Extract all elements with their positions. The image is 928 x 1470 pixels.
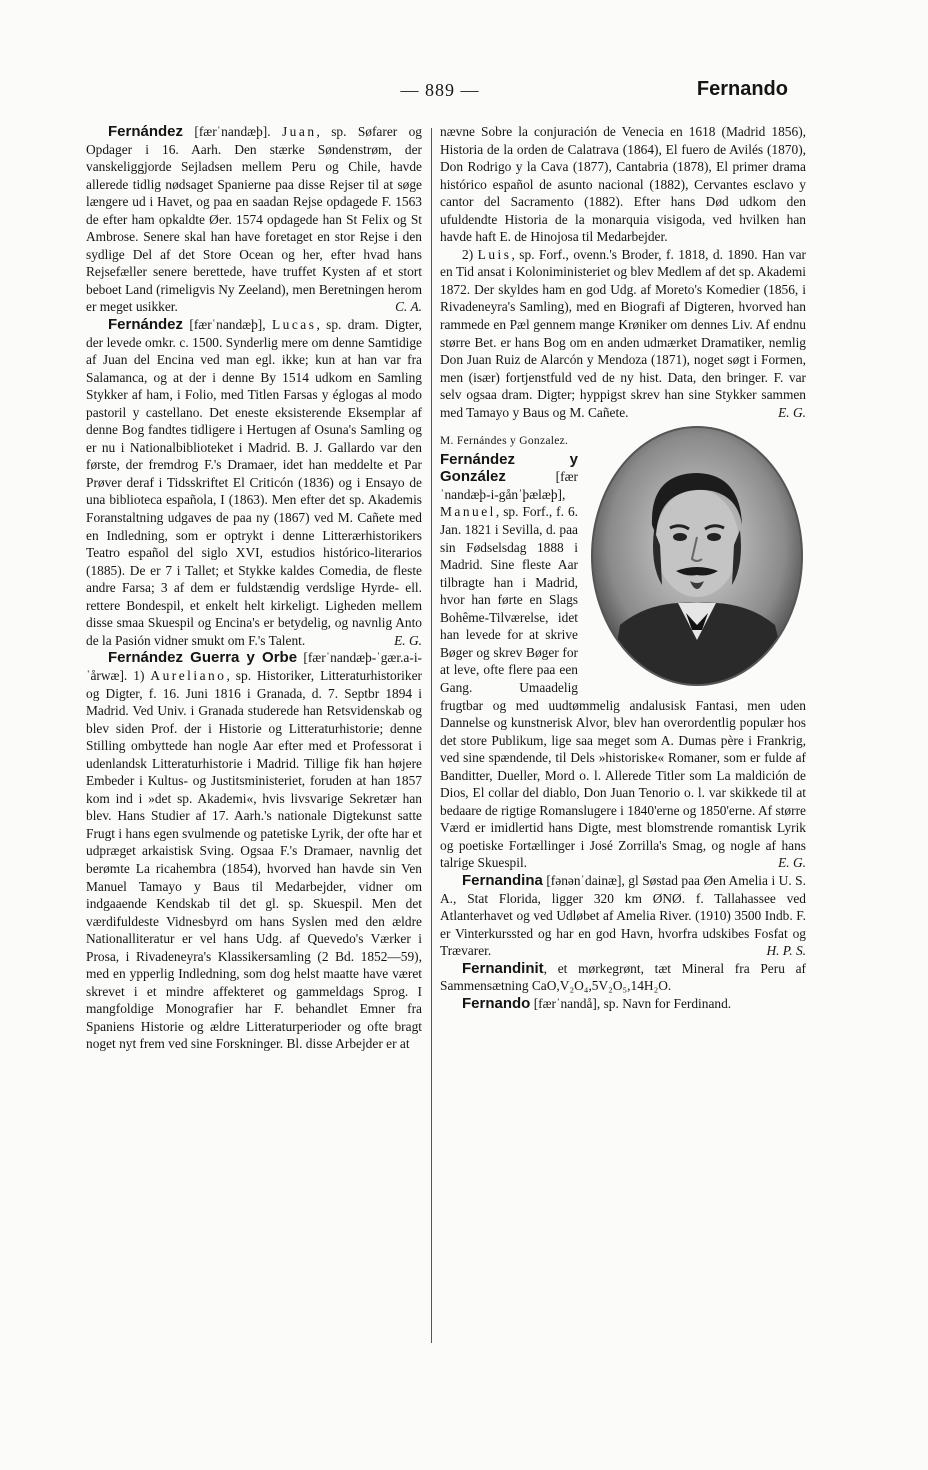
portrait-figure	[584, 425, 810, 687]
entry-fernandez-lucas: Fernández [færˈnandæþ], Lucas, sp. dram. Digter, der levede omkr. c. 1500. Synderlig mere om denne Samtidige af Juan del Encina ved man egl. ikke; kun at han var fra Salamanca, og at der i denne By 1514 udkom en Samling Stykker af ham, i Folio, med Titlen Farsas y églogas al modo pastoril y castellano. Det eneste eksisterende Eksemplar af denne Bog fandtes tidligere i Hertugen af Osuna's Samling og er nu i Nationalbiblioteket i Madrid. B. J. Gallardo var den første, der fremdrog F.'s Dramaer, idet han meddelte et Par Prøver deraf i Tidsskriftet El Criticón (1836) og i Ensayo de una biblioteca española, I (1863). Men efter det sp. Akademis Foranstaltning udgaves de paa ny (1867) ved M. Cañete med en Indledning, som er optrykt i denne Litterærhistorikers Teatro español del siglo XVI, estudios histórico-literarios (1885). De er 7 i Tallet; et Stykke kaldes Comedia, de fleste andre Farsa; 3 af dem er fuldstændig verdslige Hyrde- ell. rettere Bondespil, et enkelt helt kirkeligt. Ligheden mellem disse smaa Skuespil og Encina's er betydelig, og navnlig Anto de la Pasión vidner smukt om F.'s Talent. E. G.	[86, 316, 422, 648]
entry-fernando: Fernando [færˈnandå], sp. Navn for Ferdinand.	[462, 994, 732, 1012]
entry-luis: 2) Luis, sp. Forf., ovenn.'s Broder, f. 1818, d. 1890. Han var en Tid ansat i Koloniministeriet og blev Medlem af det sp. Akademi 1872. Der skyldes ham en god Udg. af Moreto's Komedier (1856, i Rivadeneyra's Samling), med en Biografi af Digteren, hvorved han rammede en Pæl gennem mange Krøniker om dennes Liv. Af endnu større Bet. er hans Bog om en anden udmærket Dramatiker, nemlig Don Juan Ruiz de Alarcón y Mendoza (1871), noget søgt i Formen, men (især) fortjenstfuld ved de ny hist. Data, den bringer. F. var selv ogsaa dram. Digter; hyppigst skrev han sine Stykker sammen med Tamayo y Baus og M. Cañete. E. G.	[440, 246, 806, 420]
portrait-image	[590, 425, 804, 687]
left-column	[86, 123, 422, 1053]
entry-fernandez-juan: Fernández [færˈnandæþ]. Juan, sp. Søfarer og Opdager i 16. Aarh. Den stærke Søndenstrøm, der vanskeliggjorde Sejladsen mellem Peru og Chile, havde allerede tidlig nødsaget Spanierne paa disse Rejser til at søge længere ud i Havet, og paa en saadan Rejse opdagede F. 1563 de efter ham opkaldte Øer. 1574 opdagede han St Felix og St Ambrose. Senere skal han have foretaget en stor Rejse i den sydlige Del af det Store Ocean og her, efter hvad hans Rejsefæller senere berettede, have truffet Kysten af et stort beboet Land (rimeligvis Ny Zeeland), men Beretningen herom er meget usikker. C. A.	[86, 123, 422, 315]
running-head: Fernando	[696, 78, 788, 100]
right-column: nævne Sobre la conjuración de Venecia en 1618 (Madrid 1856), Historia de la orden de Calatrava (1864), El fuero de Avilés (1870), Don Rodrigo y la Cava (1877), Cantabria (1878), El primer drama histórico español de asunto nacional (1882), Cervantes esclavo y cantor del Sacramento (1882). Efter hans Død udkom den ufuldendte Historia de la monarquia visigoda, ved hvilken han havde haft E. de Hinojosa til Medarbejder. 2) Luis, sp. Forf., ovenn.'s Broder, f. 1818, d. 1890. Han var en Tid ansat i Koloniministeriet og blev Medlem af det sp. Akademi 1872. Der skyldes ham en god Udg. af Moreto's Komedier (1856, i Rivadeneyra's Samling), med en Biografi af Digteren, hvorved han rammede en Pæl gennem mange Krøniker om dennes Liv. Af endnu større Bet. er hans Bog om en anden udmærket Dramatiker, nemlig Don Juan Ruiz de Alarcón y Mendoza (1871), noget søgt i Formen, men (især) fortjenstfuld ved de ny hist. Data, den bringer. F. var selv ogsaa dram. Digter; hyppigst skrev han sine Stykker sammen med Tamayo y Baus og M. Cañete. E. G. M. Fernándes y Gonzalez. Fernández y González [færˈnandæþ-i-gånˈþælæþ], Manuel, sp. Forf., f. 6. Jan. 1821 i Sevilla, d. paa sin Fødselsdag 1888 i Madrid. Sine fleste Aar tilbragte han i Madrid, hvor han førte en Slags Bohême-Tilværelse, idet han levede for at skrive Bøger og skrev Bøger for at leve, ofte flere paa een Gang. Umaadelig frugtbar og med uudtømmelig andalusisk Fantasi, men uden Dannelse og kunstnerisk Alvor, blev han overordentlig populær hos det store Publikum, lige saa meget som A. Dumas père i Frankrig, ved sine spændende, til Dels »historiske« Romaner, som er fulde af Banditter, Dueller, Mord o. l. Allerede Titler som La maldición de Dios, El collar del diablo, Don Juan Tenorio o. l. var skikkede til at bedaare de rigtige Romanslugere i 1840'erne og 1850'erne. Af større Værd er imidlertid hans Digte, mest blomstrende romantisk Lyrik og poetiske Fortællinger i José Zorrilla's Smag, og nogle af hans talrige Skuespil. E. G. Fernandina [fənənˈdainæ], gl Søstad paa Øen Amelia i U. S. A., Stat Florida, ligger 320 km ØNØ. f. Tallahassee ved Atlanterhavet og ved Udløbet af Amelia River. (1910) 3500 Indb. F. er Vinterkurssted og har en god Havn, hvorfra udskibes Fosfat og Trævarer. H. P. S. Fernandinit, et mørkegrønt, tæt Mineral fra Peru af Sammensætning CaO,V₂O₄,5V₂O₅,14H₂O. Fernando [færˈnandå], sp. Navn for Ferdinand.	[440, 123, 806, 1012]
page-number: — 889 —	[400, 80, 480, 100]
entry-fernandina: Fernandina [fənənˈdainæ], gl Søstad paa Øen Amelia i U. S. A., Stat Florida, ligger 320 km ØNØ. f. Tallahassee ved Atlanterhavet og ved Udløbet af Amelia River. (1910) 3500 Indb. F. er Vinterkurssted og har en god Havn, hvorfra udskibes Fosfat og Trævarer. H. P. S.	[440, 871, 806, 959]
entry-fernandez-guerra: Fernández Guerra y Orbe [færˈnandæþ-ˈgær.a-i-ˈårwæ]. 1) Aureliano, sp. Historiker, Litteraturhistoriker og Digter, f. 16. Juni 1816 i Granada, d. 7. Septbr 1894 i Madrid. Ved Univ. i Granada studerede han Retsvidenskab og blev siden Prof. der i Historie og Litteraturhistorie; denne Stilling ombyttede han nogle Aar efter med et Professorat i udenlandsk Litteraturhistorie i Madrid. Tillige fik han højere Embeder i Kultus- og Justitsministeriet, foruden at han 1857 kom ind i »det sp. Akademi«, hvis livsvarige Sekretær han blev. Hans Studier af 17. Aarh.'s nationale Digtekunst satte Frugt i hans egen svulmende og patetiske Lyrik, der ofte har et udpræget arkaistisk Sving. Ogsaa F.'s Dramaer, navnlig det berømte La ricahembra (1854), hvorved han havde sin Ven Manuel Tamayo y Baus til Medarbejder, vidner om indgaaende Kendskab til det gl. sp. Skuespil. Men det værdifuldeste Vidnesbyrd om hans Syslen med den ældre Nationalliteratur er vel hans Udg. af Quevedo's Værker i Prosa, i Rivadeneyra's Klassikersamling (2 Bd. 1852—59), med en ypperlig Indledning, som dog helst maatte have været skrevet i et mindre affekteret og gammeldags Sprog. I mangfoldige Monografier har F. behandlet Emner fra Spaniens Historie og ældre Litteraturperioder og ofte bragt noget nyt frem ved sine Forskninger. Bl. disse Arbejder er at	[86, 649, 423, 1052]
entry-fernandinit: Fernandinit, et mørkegrønt, tæt Mineral fra Peru af Sammensætning CaO,V₂O₄,5V₂O₅,14H₂O.	[440, 959, 806, 994]
entry-continuation: nævne Sobre la conjuración de Venecia en 1618 (Madrid 1856), Historia de la orden de Calatrava (1864), El fuero de Avilés (1870), Don Rodrigo y la Cava (1877), Cantabria (1878), El primer drama histórico español de asunto nacional (1882), Cervantes esclavo y cantor del Sacramento (1882). Efter hans Død udkom den ufuldendte Historia de la monarquia visigoda, ved hvilken han havde haft E. de Hinojosa til Medarbejder.	[440, 124, 806, 245]
portrait-caption: M. Fernándes y Gonzalez.	[440, 435, 569, 448]
column-rule	[431, 128, 432, 1343]
